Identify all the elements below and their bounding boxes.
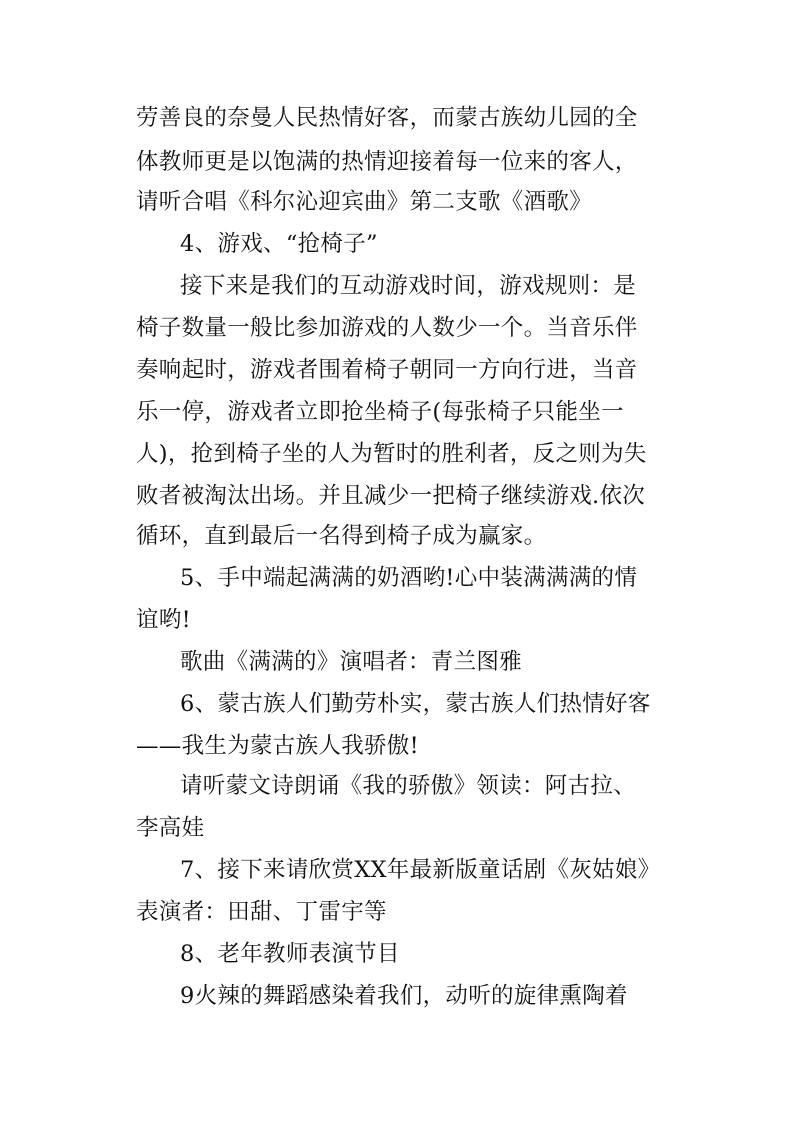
section-heading: 9火辣的舞蹈感染着我们，动听的旋律熏陶着 bbox=[180, 983, 628, 1009]
text-line: 表演者：田甜、丁雷宇等 bbox=[136, 899, 387, 925]
text-line: 请听合唱《科尔沁迎宾曲》第二支歌《酒歌》 bbox=[136, 189, 593, 215]
text-line: 体教师更是以饱满的热情迎接着每一位来的客人， bbox=[136, 149, 638, 175]
section-heading: 8、老年教师表演节目 bbox=[180, 941, 400, 967]
text-line: 人)，抢到椅子坐的人为暂时的胜利者，反之则为失 bbox=[136, 441, 647, 467]
text-line: 李高娃 bbox=[136, 815, 205, 841]
text-line: 接下来是我们的互动游戏时间，游戏规则：是 bbox=[180, 273, 637, 299]
text-line: 奏响起时，游戏者围着椅子朝同一方向行进，当音 bbox=[136, 357, 638, 383]
section-heading: 6、蒙古族人们勤劳朴实，蒙古族人们热情好客 bbox=[180, 691, 651, 717]
text-line: 椅子数量一般比参加游戏的人数少一个。当音乐伴 bbox=[136, 315, 638, 341]
text-line: 歌曲《满满的》演唱者：青兰图雅 bbox=[180, 649, 523, 675]
section-heading: 5、手中端起满满的奶酒哟!心中装满满满的情 bbox=[180, 565, 638, 591]
text-line: 请听蒙文诗朗诵《我的骄傲》领读：阿古拉、 bbox=[180, 773, 637, 799]
text-line: 谊哟! bbox=[136, 607, 191, 633]
text-line: ——我生为蒙古族人我骄傲! bbox=[136, 733, 419, 759]
text-line: 乐一停，游戏者立即抢坐椅子(每张椅子只能坐一 bbox=[136, 399, 624, 425]
text-line: 循环，直到最后一名得到椅子成为赢家。 bbox=[136, 523, 547, 549]
section-heading: 4、游戏、“抢椅子” bbox=[180, 231, 378, 257]
text-line: 劳善良的奈曼人民热情好客，而蒙古族幼儿园的全 bbox=[136, 105, 638, 131]
text-line: 败者被淘汰出场。并且减少一把椅子继续游戏.依次 bbox=[136, 483, 646, 509]
section-heading: 7、接下来请欣赏XX年最新版童话剧《灰姑娘》 bbox=[180, 857, 661, 883]
